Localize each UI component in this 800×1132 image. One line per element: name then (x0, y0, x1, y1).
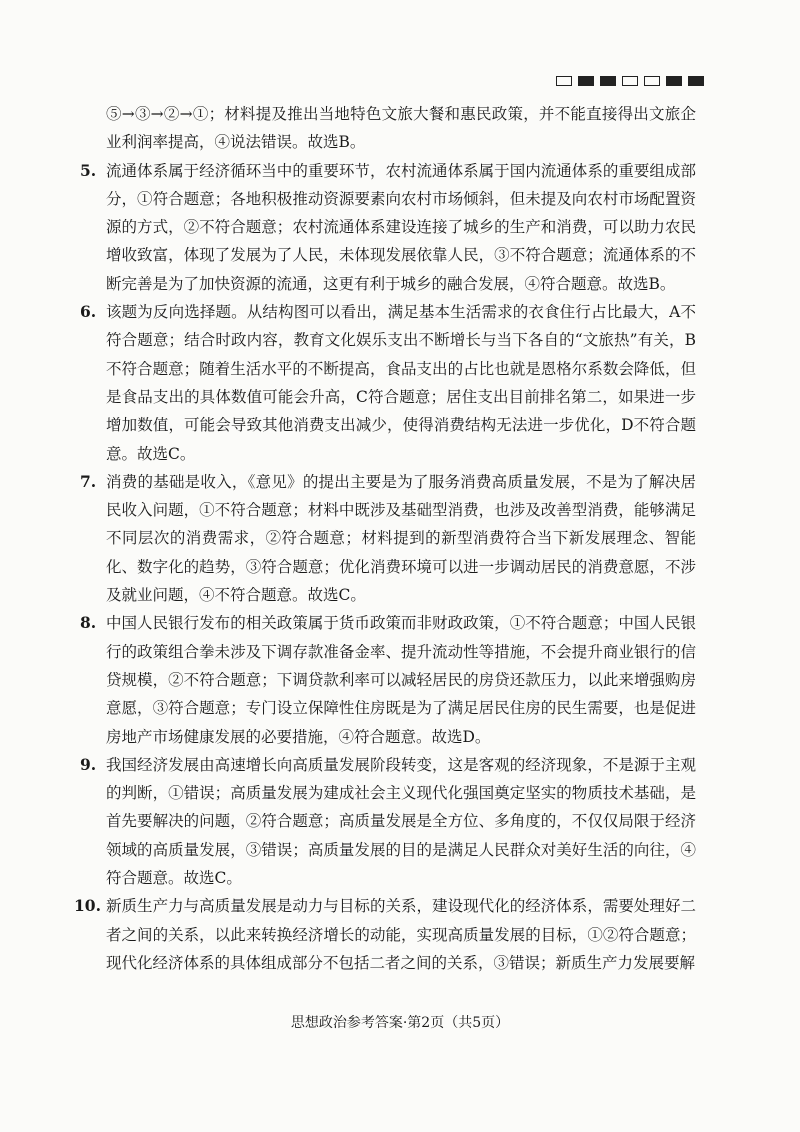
corner-mark (644, 76, 660, 86)
page-footer: 思想政治参考答案·第2页（共5页） (290, 1015, 510, 1031)
answer-10 (74, 892, 696, 977)
answer-number: 5. (80, 160, 97, 180)
answer-8 (80, 609, 696, 750)
answer-6 (80, 298, 696, 468)
corner-mark (556, 76, 572, 86)
answer-number: 9. (80, 754, 97, 774)
answer-content (74, 100, 696, 977)
answer-text: 中国人民银行发布的相关政策属于货币政策而非财政政策，①不符合题意；中国人民银行的政策组合拳未涉及下调存款准备金率、提升流动性等措施，不会提升商业银行的信贷规模，②不符合题意；下调贷款利率可以减轻居民的房贷还款压力，以此来增强购房意愿，③符合题意；专门设立保障性住房既是为了满足居民住房的民生需要，也是促进房地产市场健康发展的必要措施，④符合题意。故选D。 (106, 614, 696, 746)
answer-text: 流通体系属于经济循环当中的重要环节，农村流通体系属于国内流通体系的重要组成部分，①符合题意；各地积极推动资源要素向农村市场倾斜，但未提及向农村市场配置资源的方式，②不符合题意；农村流通体系建设连接了城乡的生产和消费，可以助力农民增收致富，体现了发展为了人民，未体现发展依靠人民，③不符合题意；流通体系的不断完善是为了加快资源的流通，这更有利于城乡的融合发展，④符合题意。故选B。 (106, 161, 696, 293)
answer-number: 7. (80, 471, 97, 491)
corner-mark (666, 76, 682, 86)
corner-mark (688, 76, 704, 86)
corner-mark (600, 76, 616, 86)
answer-paragraph-4-continued: ⑤→③→②→①；材料提及推出当地特色文旅大餐和惠民政策，并不能直接得出文旅企业利润率提高，④说法错误。故选B。 (106, 105, 696, 152)
answer-text: 消费的基础是收入，《意见》的提出主要是为了服务消费高质量发展，不是为了解决居民收入问题，①不符合题意；材料中既涉及基础型消费，也涉及改善型消费，能够满足不同层次的消费需求，②符合题意；材料提到的新型消费符合当下新发展理念、智能化、数字化的趋势，③符合题意；优化消费环境可以进一步调动居民的消费意愿，不涉及就业问题，④不符合题意。故选C。 (106, 472, 696, 605)
answer-text: 新质生产力与高质量发展是动力与目标的关系，建设现代化的经济体系，需要处理好二者之间的关系，以此来转换经济增长的动能，实现高质量发展的目标，①②符合题意；现代化经济体系的具体组成部分不包括二者之间的关系，③错误；新质生产力发展要解 (106, 897, 696, 972)
answer-7 (80, 468, 696, 609)
corner-marks (556, 76, 704, 86)
answer-number: 8. (80, 613, 97, 633)
answer-5 (80, 157, 696, 298)
corner-mark (622, 76, 638, 86)
answer-9 (80, 751, 696, 892)
answer-number: 6. (80, 302, 97, 322)
answer-text: 我国经济发展由高速增长向高质量发展阶段转变，这是客观的经济现象，不是源于主观的判断，①错误；高质量发展为建成社会主义现代化强国奠定坚实的物质技术基础，是首先要解决的问题，②符合题意；高质量发展是全方位、多角度的，不仅仅局限于经济领域的高质量发展，③错误；高质量发展的目的是满足人民群众对美好生活的向往，④符合题意。故选C。 (106, 755, 696, 888)
answer-text: 该题为反向选择题。从结构图可以看出，满足基本生活需求的衣食住行占比最大，A不符合题意；结合时政内容，教育文化娱乐支出不断增长与当下各自的“文旅热”有关，B不符合题意；随着生活水平的不断提高，食品支出的占比也就是恩格尔系数会降低，但是食品支出的具体数值可能会升高，C符合题意；居住支出目前排名第二，如果进一步增加数值，可能会导致其他消费支出减少，使得消费结构无法进一步优化，D不符合题意。故选C。 (106, 303, 696, 463)
corner-mark (578, 76, 594, 86)
answer-number: 10. (74, 896, 101, 916)
